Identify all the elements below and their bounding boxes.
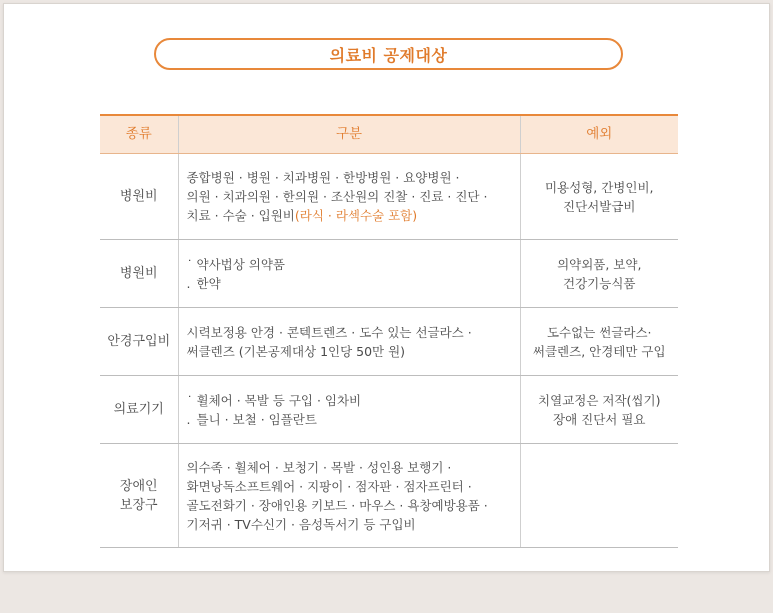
detail-text: 치료 · 수술 · 입원비 <box>186 208 295 223</box>
row-detail <box>178 376 520 444</box>
detail-line <box>187 206 516 225</box>
row-type: 의료기기 <box>100 376 178 444</box>
bullet-icon: ˙ <box>186 392 193 408</box>
detail-line: 써클렌즈 (기본공제대상 1인당 50만 원) <box>186 343 406 359</box>
exception-line: 도수없는 썬글라스· <box>546 324 652 340</box>
row-exception <box>520 376 678 444</box>
row-exception <box>520 154 678 240</box>
exception-line: 미용성형, 간병인비, <box>544 179 654 195</box>
row-detail <box>178 308 520 376</box>
detail-line: 화면낭독소프트웨어 · 지팡이 · 점자판 · 점자프린터 · <box>186 478 472 494</box>
header-type: 종류 <box>100 115 178 154</box>
detail-line: 시력보정용 안경 · 콘텍트렌즈 · 도수 있는 선글라스 · <box>186 324 472 340</box>
table-row <box>100 240 678 308</box>
detail-line: 종합병원 · 병원 · 치과병원 · 한방병원 · 요양병원 · <box>186 170 460 185</box>
type-line: 보장구 <box>119 497 158 513</box>
bullet-icon: ˙ <box>186 256 193 272</box>
bullet-icon: . <box>186 275 191 291</box>
exception-line: 장애 진단서 필요 <box>553 411 646 427</box>
row-type: 병원비 <box>100 154 178 240</box>
detail-line: 기저귀 · TV수신기 · 음성독서기 등 구입비 <box>186 516 416 532</box>
detail-text: 한약 <box>196 275 221 291</box>
row-exception <box>520 308 678 376</box>
exception-line: 치열교정은 저작(씹기) <box>538 392 661 408</box>
deduction-table <box>100 114 678 548</box>
section-title: 의료비 공제대상 <box>154 38 623 70</box>
detail-line <box>187 255 516 274</box>
detail-line <box>187 391 516 410</box>
table-header-row <box>100 115 678 154</box>
detail-text: 약사법상 의약품 <box>196 256 285 272</box>
bullet-icon: . <box>186 411 191 427</box>
detail-line <box>187 410 516 429</box>
exception-line: 써클렌즈, 안경테만 구입 <box>532 343 666 359</box>
detail-line: 골도전화기 · 장애인용 키보드 · 마우스 · 욕창예방용품 · <box>186 497 488 513</box>
detail-text: 틀니 · 보철 · 임플란트 <box>196 411 317 427</box>
header-exception: 예외 <box>520 115 678 154</box>
exception-line: 의약외품, 보약, <box>557 256 642 272</box>
table-row <box>100 444 678 548</box>
detail-highlight: (라식 · 라섹수술 포함) <box>294 208 418 223</box>
row-detail <box>178 154 520 240</box>
detail-text: 휠체어 · 목발 등 구입 · 임차비 <box>196 392 362 408</box>
header-detail: 구분 <box>178 115 520 154</box>
detail-line <box>187 274 516 293</box>
row-detail <box>178 240 520 308</box>
row-type: 안경구입비 <box>100 308 178 376</box>
exception-line: 건강기능식품 <box>563 275 636 291</box>
detail-line: 의수족 · 휠체어 · 보청기 · 목발 · 성인용 보행기 · <box>186 459 452 475</box>
detail-line: 의원 · 치과의원 · 한의원 · 조산원의 진찰 · 진료 · 진단 · <box>186 189 488 204</box>
table-row <box>100 376 678 444</box>
type-line: 장애인 <box>119 478 158 494</box>
table-row <box>100 154 678 240</box>
row-type: 병원비 <box>100 240 178 308</box>
exception-line: 진단서발급비 <box>563 198 636 214</box>
row-exception <box>520 444 678 548</box>
row-detail <box>178 444 520 548</box>
row-exception <box>520 240 678 308</box>
row-type <box>100 444 178 548</box>
table-row <box>100 308 678 376</box>
